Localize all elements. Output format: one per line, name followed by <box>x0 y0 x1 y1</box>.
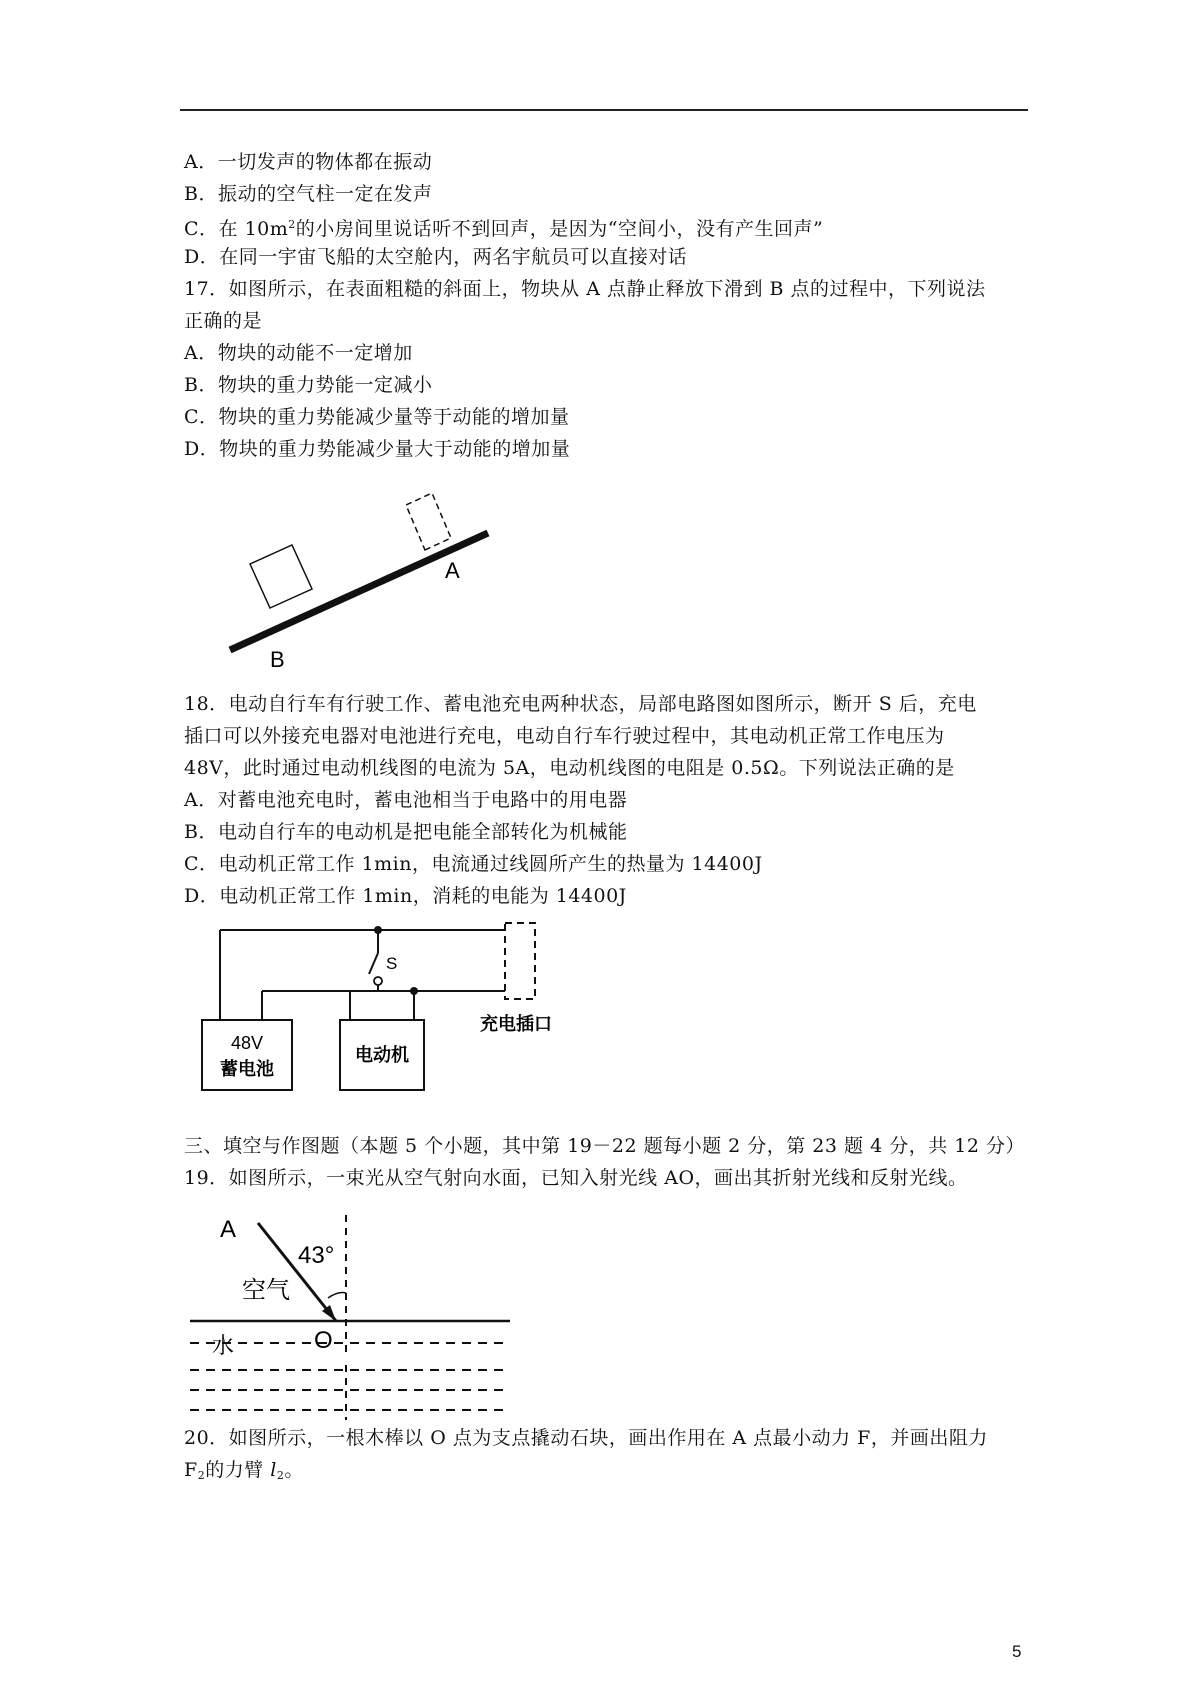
circuit-figure <box>190 915 590 1100</box>
q18-option-b: B．电动自行车的电动机是把电能全部转化为机械能 <box>184 821 628 843</box>
label-b: B <box>270 647 285 672</box>
angle-label: 43° <box>298 1242 335 1269</box>
incline-surface <box>230 533 488 650</box>
battery-voltage: 48V <box>230 1033 264 1053</box>
water-label: 水 <box>212 1333 235 1358</box>
water-dashes <box>190 1365 520 1425</box>
switch-s <box>369 953 378 974</box>
refraction-figure <box>190 1195 520 1365</box>
switch-label: S <box>386 954 398 973</box>
q16-option-d: D．在同一宇宙飞船的太空舱内，两名宇航员可以直接对话 <box>184 246 688 268</box>
q17-option-c: C．物块的重力势能减少量等于动能的增加量 <box>184 406 570 428</box>
q18-stem-line1: 18．电动自行车有行驶工作、蓄电池充电两种状态，局部电路图如图所示，断开 S 后，充电 <box>184 693 977 715</box>
q18-option-a: A．对蓄电池充电时，蓄电池相当于电路中的用电器 <box>184 789 628 811</box>
page-number: 5 <box>1012 1642 1022 1661</box>
label-o: O <box>314 1327 333 1354</box>
q17-option-a: A．物块的动能不一定增加 <box>184 342 413 364</box>
q20-stem-line1: 20．如图所示，一根木棒以 O 点为支点撬动石块，画出作用在 A 点最小动力 F，并画出阻力 <box>184 1427 988 1449</box>
incident-ray <box>258 1223 336 1321</box>
battery-label: 蓄电池 <box>220 1059 274 1079</box>
q18-stem-line2: 插口可以外接充电器对电池进行充电，电动自行车行驶过程中，其电动机正常工作电压为 <box>184 725 945 747</box>
motor-label: 电动机 <box>355 1045 409 1065</box>
q18-stem-line3: 48V，此时通过电动机线图的电流为 5A，电动机线图的电阻是 0.5Ω。下列说法正确的是 <box>184 757 955 779</box>
block-at-b <box>250 545 312 608</box>
label-a: A <box>445 558 460 583</box>
q18-option-c: C．电动机正常工作 1min，电流通过线圆所产生的热量为 14400J <box>184 853 763 875</box>
charging-port-label: 充电插口 <box>480 1014 552 1034</box>
q17-stem-line1: 17．如图所示，在表面粗糙的斜面上，物块从 A 点静止释放下滑到 B 点的过程中，下列说法 <box>184 278 986 300</box>
charging-port <box>505 923 535 999</box>
q17-stem-line2: 正确的是 <box>184 310 263 332</box>
header-rule <box>180 109 1028 111</box>
q18-option-d: D．电动机正常工作 1min，消耗的电能为 14400J <box>184 885 627 907</box>
q16-option-a: A．一切发声的物体都在振动 <box>184 151 433 173</box>
q17-option-b: B．物块的重力势能一定减小 <box>184 374 433 396</box>
q16-option-c: C．在 $10m^2$的小房间里说话听不到回声，是因为“空间小，没有产生回声” <box>184 218 824 240</box>
angle-arc <box>328 1293 346 1298</box>
block-at-a-dashed <box>406 493 451 550</box>
q17-option-d: D．物块的重力势能减少量大于动能的增加量 <box>184 438 571 460</box>
q16-option-b: B．振动的空气柱一定在发声 <box>184 183 433 205</box>
air-label: 空气 <box>242 1277 290 1304</box>
battery-box <box>202 1020 292 1090</box>
incline-figure <box>200 465 500 675</box>
section-3-heading: 三、填空与作图题（本题 5 个小题，其中第 19－22 题每小题 2 分，第 23 题 4 分，共 12 分） <box>184 1135 1025 1157</box>
q19-stem: 19．如图所示，一束光从空气射向水面，已知入射光线 AO，画出其折射光线和反射光线。 <box>184 1167 968 1189</box>
label-a: A <box>220 1216 237 1243</box>
q20-stem-line2: $F_2$的力臂 $l_2$。 <box>184 1459 304 1482</box>
